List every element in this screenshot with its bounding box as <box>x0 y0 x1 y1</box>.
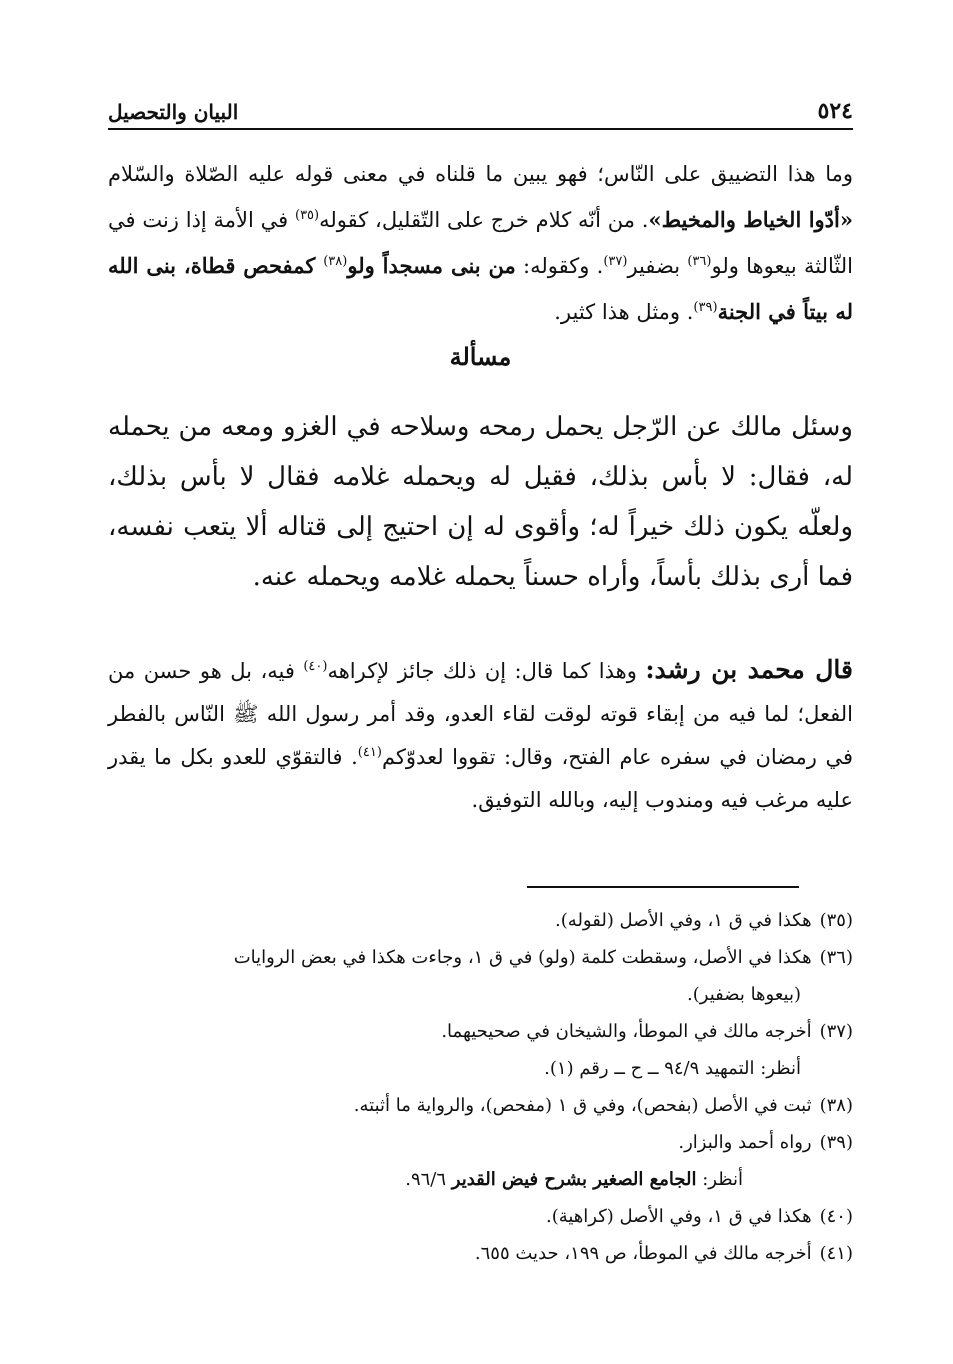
footnote-text: أخرجه مالك في الموطأ، ص ١٩٩، حديث ٦٥٥. <box>474 1243 812 1264</box>
footnote-39-reference <box>108 1161 853 1198</box>
footnote-number: (٣٩) <box>819 1132 853 1153</box>
paragraph-commentary <box>108 648 853 822</box>
footnote-ref-41[interactable]: (٤١) <box>357 745 382 760</box>
footnote-39 <box>108 1124 853 1161</box>
footnote-number: (٣٥) <box>819 910 853 931</box>
footnote-number: (٣٦) <box>819 947 853 968</box>
footnote-number: (٣٨) <box>819 1095 853 1116</box>
footnote-text: هكذا في ق ١، وفي الأصل (كراهية). <box>545 1206 812 1227</box>
para3-text-3: . فالتقوّي للعدو بكل ما يقدر عليه مرغب فيه ومندوب إليه، وبالله التوفيق. <box>108 745 853 812</box>
reference-label: أنظر: <box>696 1169 743 1190</box>
footnote-text: هكذا في ق ١، وفي الأصل (لقوله). <box>555 910 812 931</box>
page-number: ٥٢٤ <box>817 98 853 124</box>
footnote-text: رواه أحمد والبزار. <box>678 1132 812 1153</box>
footnote-text: أخرجه مالك في الموطأ، والشيخان في صحيحيهما. <box>441 1021 812 1042</box>
footnote-37-reference: أنظر: التمهيد ٩٤/٩ ــ ح ــ رقم (١). <box>544 1058 801 1079</box>
footnote-36 <box>108 939 853 976</box>
para1-text-1: وما هذا التضييق على النّاس؛ فهو يبين ما قلناه في معنى قوله عليه الصّلاة والسّلام <box>108 162 853 186</box>
para1-text-6: . ومثل هذا كثير. <box>554 300 694 324</box>
footnote-ref-35[interactable]: (٣٥) <box>294 208 320 223</box>
footnote-41 <box>108 1235 853 1272</box>
hadith-quote-1: «أدّوا الخياط والمخيط» <box>648 207 853 232</box>
footnote-text: ثبت في الأصل (بفحص)، وفي ق ١ (مفحص)، والرواية ما أثبته. <box>353 1095 812 1116</box>
hadith-quote-2: من بنى مسجداً ولو <box>347 253 516 278</box>
paragraph-intro <box>108 152 853 335</box>
footnote-ref-40[interactable]: (٤٠) <box>303 659 328 674</box>
running-header <box>108 88 853 130</box>
footnote-text: هكذا في الأصل، وسقطت كلمة (ولو) في ق ١، وجاءت هكذا في بعض الروايات <box>233 947 812 968</box>
footnote-35 <box>108 902 853 939</box>
hadith-quote-3: كمفحص قطاة، بنى الله له بيتاً في الجنة <box>108 253 853 324</box>
para1-text-3: في الأمة إذا زنت في الثّالثة بيعوها ولو <box>108 208 853 278</box>
para1-text-5: . وكقوله: <box>515 254 604 278</box>
reference-location: ٩٦/٦. <box>405 1169 452 1190</box>
para3-text-1: وهذا كما قال: إن ذلك جائز لإكراهه <box>327 659 646 683</box>
footnotes <box>108 902 853 1272</box>
commentator-name: قال محمد بن رشد: <box>645 655 853 684</box>
paragraph-question: وسئل مالك عن الرّجل يحمل رمحه وسلاحه في الغزو ومعه من يحمله له، فقال: لا بأس بذلك، فقيل له ويحمله غلامه فقال لا بأس بذلك، ولعلّه يكون ذلك خيراً له؛ وأقوى له إن احتيج إلى قتاله ألا يتعب نفسه، فما أرى بذلك بأساً، وأراه حسناً يحمله غلامه ويحمله عنه. <box>108 412 853 592</box>
footnote-number: (٤٠) <box>819 1206 853 1227</box>
footnote-number: (٤١) <box>819 1243 853 1264</box>
footnote-ref-37[interactable]: (٣٧) <box>603 254 628 269</box>
footnote-ref-39[interactable]: (٣٩) <box>693 300 718 315</box>
footnote-ref-36[interactable]: (٣٦) <box>687 254 712 269</box>
footnote-number: (٣٧) <box>819 1021 853 1042</box>
footnote-37 <box>108 1013 853 1050</box>
footnote-ref-38[interactable]: (٣٨) <box>323 254 348 269</box>
book-title: البيان والتحصيل <box>108 100 239 124</box>
footnote-38 <box>108 1087 853 1124</box>
para3-text-2: فيه، بل هو حسن من الفعل؛ لما فيه من إبقاء قوته لوقت لقاء العدو، وقد أمر رسول الله ﷺ النّاس بالفطر في رمضان في سفره عام الفتح، وقال: تقووا لعدوّكم <box>108 659 853 769</box>
para1-text-2: . من أنّه كلام خرج على التّقليل، كقوله <box>319 208 649 232</box>
footnote-40 <box>108 1198 853 1235</box>
section-title: مسألة <box>449 342 512 371</box>
para1-text-4: بضفير <box>627 254 688 278</box>
reference-book-title: الجامع الصغير بشرح فيض القدير <box>451 1169 697 1190</box>
footnote-36-continuation: (بيعوها بضفير). <box>687 984 801 1005</box>
footnote-divider <box>527 886 799 888</box>
